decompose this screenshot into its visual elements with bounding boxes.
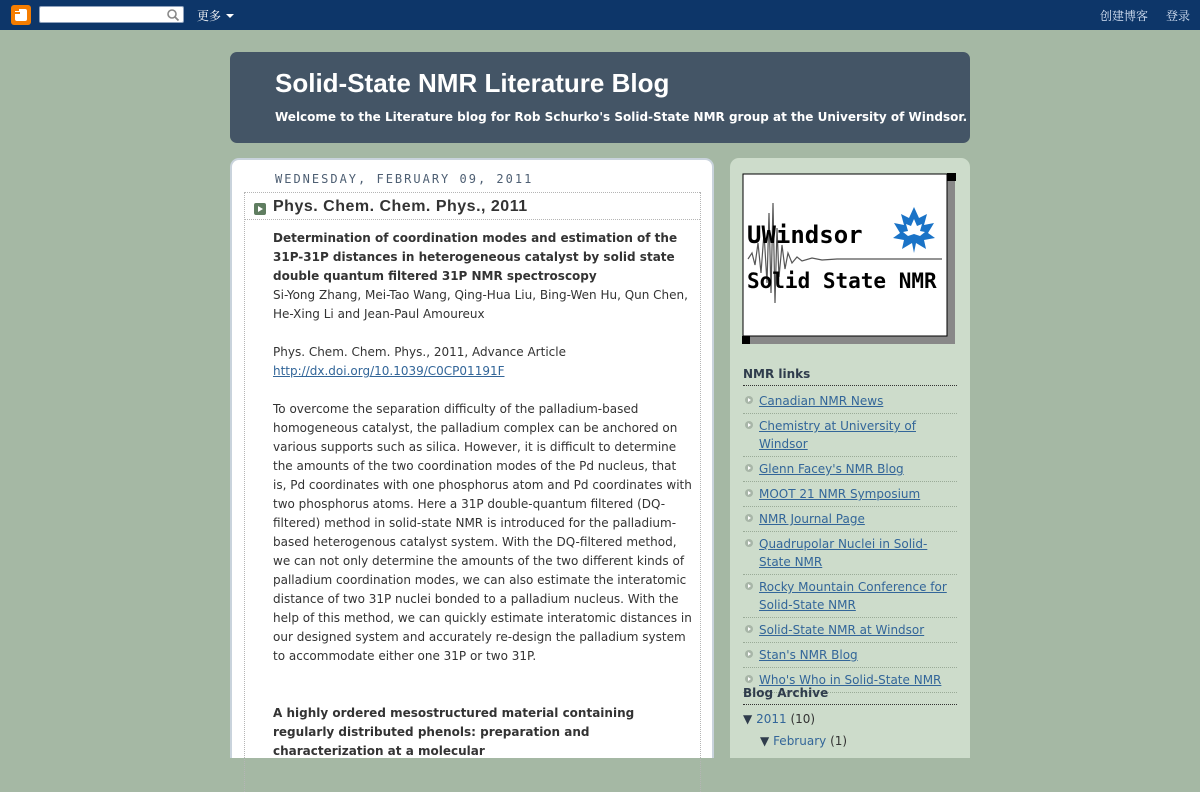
post-border-right bbox=[700, 192, 701, 792]
links-heading: NMR links bbox=[743, 367, 811, 381]
sidebar-link[interactable]: Stan's NMR Blog bbox=[759, 648, 858, 662]
list-item bbox=[743, 414, 957, 457]
post-body bbox=[273, 229, 693, 761]
archive-year-count: (10) bbox=[790, 712, 816, 726]
archive-month-row bbox=[760, 734, 847, 748]
collapse-triangle-icon[interactable]: ▼ bbox=[743, 712, 753, 726]
arrow-bullet-icon bbox=[745, 514, 753, 522]
list-item bbox=[743, 618, 957, 643]
uwindsor-ssnmr-logo[interactable] bbox=[742, 173, 957, 345]
arrow-bullet-icon bbox=[745, 421, 753, 429]
login-link[interactable]: 登录 bbox=[1166, 9, 1191, 23]
list-item bbox=[743, 507, 957, 532]
post-border-left bbox=[244, 192, 245, 792]
arrow-bullet-icon bbox=[745, 675, 753, 683]
list-item bbox=[743, 457, 957, 482]
post-divider bbox=[244, 192, 700, 193]
arrow-bullet-icon bbox=[745, 650, 753, 658]
sidebar-link[interactable]: Glenn Facey's NMR Blog bbox=[759, 462, 904, 476]
list-item bbox=[743, 643, 957, 668]
blog-header bbox=[230, 52, 970, 143]
logo-text-line1: UWindsor bbox=[747, 221, 863, 249]
post-title[interactable]: Phys. Chem. Chem. Phys., 2011 bbox=[273, 198, 528, 215]
article-abstract: To overcome the separation difficulty of the palladium-based homogeneous catalyst, the palladium complex can be anchored on various supports such as silica. However, it is difficult to determine the amounts of the two coordination modes of the Pd nucleus, that is, Pd coordinates with one phosphorus atom and Pd coordinates with two phosphorus atoms. Here a 31P double-quantum filtered (DQ-filtered) method in solid-state NMR is introduced for the palladium-based heterogenous catalyst system. With the DQ-filtered method, we can not only determine the amounts of the two different kinds of palladium coordination modes, we can also estimate the interatomic distance of two 31P nuclei bonded to a palladium nucleus. With the help of this method, we can quickly estimate interatomic distances in our designed system and accurately re-design the palladium system to accommodate either one 31P or two 31P. bbox=[273, 402, 692, 663]
logo-text-line2: Solid State NMR bbox=[747, 269, 937, 293]
doi-link[interactable]: http://dx.doi.org/10.1039/C0CP01191F bbox=[273, 364, 505, 378]
sidebar-link[interactable]: NMR Journal Page bbox=[759, 512, 865, 526]
create-blog-link[interactable]: 创建博客 bbox=[1100, 9, 1149, 23]
article-title: A highly ordered mesostructured material containing regularly distributed phenols: preparation and characterization at a molecular bbox=[273, 706, 635, 758]
navbar-search-input[interactable] bbox=[42, 8, 162, 21]
article-authors: Si-Yong Zhang, Mei-Tao Wang, Qing-Hua Liu, Bing-Wen Hu, Qun Chen, He-Xing Li and Jean-Paul Amoureux bbox=[273, 288, 688, 321]
arrow-bullet-icon bbox=[745, 464, 753, 472]
list-item bbox=[743, 532, 957, 575]
blogger-logo-icon[interactable] bbox=[11, 5, 31, 25]
links-heading-rule bbox=[743, 385, 957, 386]
list-item bbox=[743, 575, 957, 618]
blog-description: Welcome to the Literature blog for Rob Schurko's Solid-State NMR group at the University of Windsor. bbox=[275, 110, 968, 124]
sidebar bbox=[730, 158, 970, 758]
archive-heading: Blog Archive bbox=[743, 686, 829, 700]
search-icon[interactable] bbox=[166, 8, 180, 22]
more-menu-label: 更多 bbox=[197, 9, 222, 23]
main-column bbox=[230, 158, 714, 758]
list-item bbox=[743, 482, 957, 507]
sidebar-link[interactable]: Canadian NMR News bbox=[759, 394, 884, 408]
sidebar-link[interactable]: Solid-State NMR at Windsor bbox=[759, 623, 925, 637]
archive-month-count: (1) bbox=[830, 734, 848, 748]
article-title: Determination of coordination modes and estimation of the 31P-31P distances in heterogeneous catalyst by solid state double quantum filtered 31P NMR spectroscopy bbox=[273, 231, 678, 283]
sidebar-link[interactable]: Chemistry at University of Windsor bbox=[759, 419, 916, 451]
archive-heading-rule bbox=[743, 704, 957, 705]
post-arrow-icon bbox=[254, 203, 266, 215]
more-menu-button[interactable] bbox=[197, 7, 234, 24]
sidebar-link[interactable]: Rocky Mountain Conference for Solid-State NMR bbox=[759, 580, 947, 612]
collapse-triangle-icon[interactable]: ▼ bbox=[760, 734, 770, 748]
list-item bbox=[743, 389, 957, 414]
arrow-bullet-icon bbox=[745, 489, 753, 497]
date-header: WEDNESDAY, FEBRUARY 09, 2011 bbox=[275, 172, 534, 186]
blogger-navbar bbox=[0, 0, 1200, 30]
arrow-bullet-icon bbox=[745, 539, 753, 547]
sidebar-link[interactable]: Who's Who in Solid-State NMR bbox=[759, 673, 942, 687]
sidebar-link[interactable]: MOOT 21 NMR Symposium bbox=[759, 487, 921, 501]
sidebar-link[interactable]: Quadrupolar Nuclei in Solid-State NMR bbox=[759, 537, 928, 569]
archive-year-link[interactable]: 2011 bbox=[756, 712, 787, 726]
nmr-links-list bbox=[743, 389, 957, 693]
archive-year-row bbox=[743, 712, 815, 726]
archive-month-link[interactable]: February bbox=[773, 734, 827, 748]
article-citation: Phys. Chem. Chem. Phys., 2011, Advance Article bbox=[273, 345, 566, 359]
chevron-down-icon bbox=[226, 13, 234, 19]
post-title-divider bbox=[244, 219, 700, 220]
blog-title[interactable]: Solid-State NMR Literature Blog bbox=[275, 68, 670, 98]
navbar-search-box bbox=[39, 6, 184, 23]
arrow-bullet-icon bbox=[745, 582, 753, 590]
arrow-bullet-icon bbox=[745, 625, 753, 633]
arrow-bullet-icon bbox=[745, 396, 753, 404]
